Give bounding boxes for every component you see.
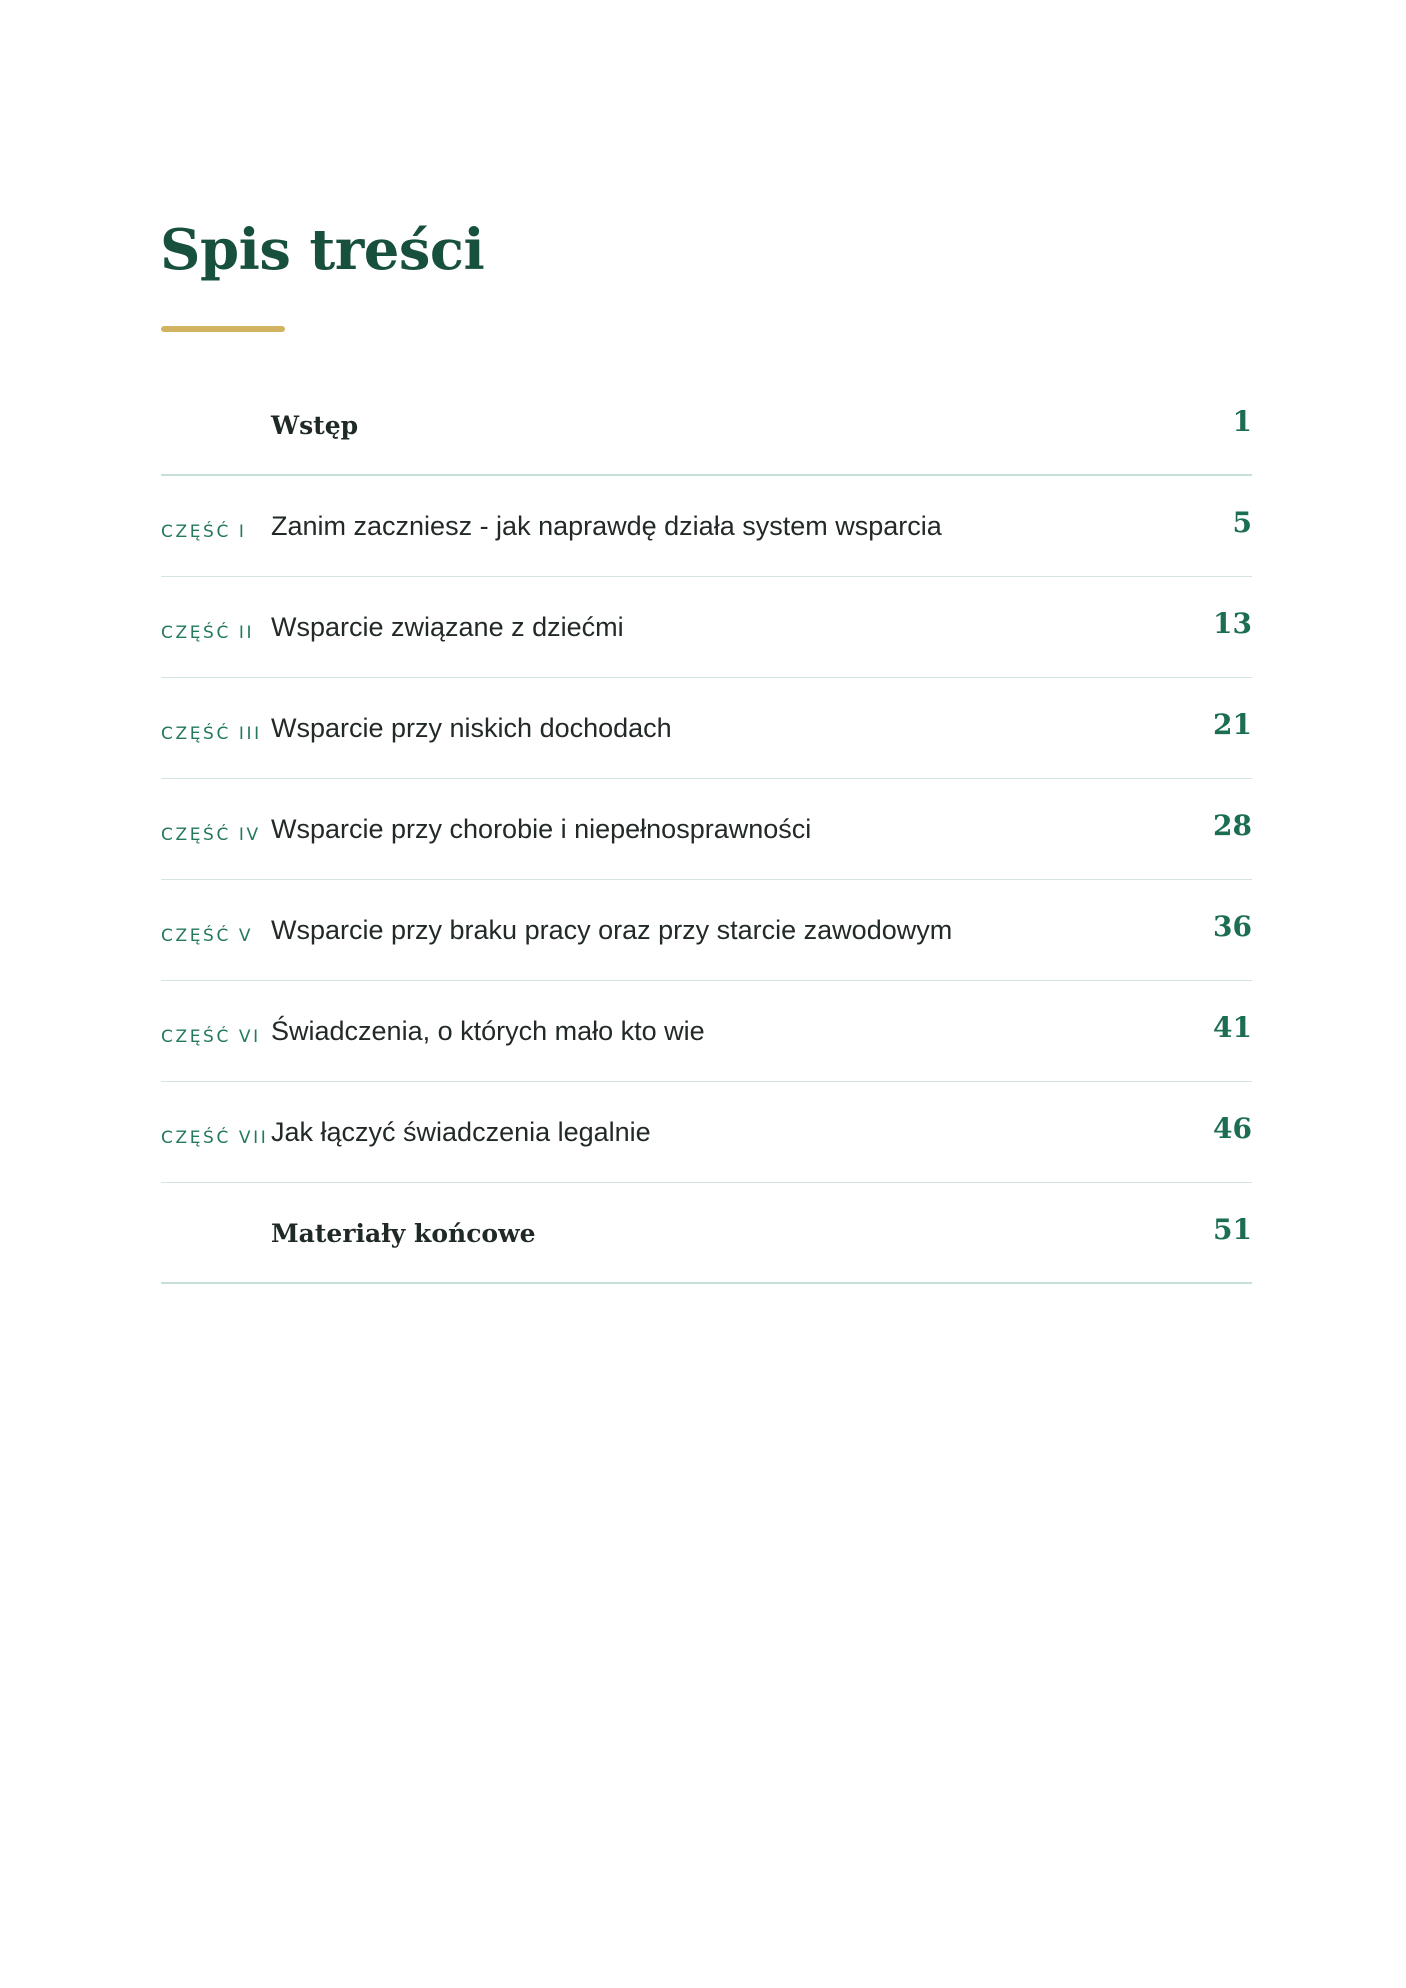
toc-entry-title: Zanim zaczniesz - jak naprawdę działa system wsparcia: [271, 511, 942, 541]
toc-page-number: 46: [1213, 1112, 1252, 1145]
toc-part-label: CZĘŚĆ V: [161, 926, 254, 946]
toc-entry-title: Świadczenia, o których mało kto wie: [271, 1016, 705, 1046]
toc-entry-title: Wsparcie przy niskich dochodach: [271, 713, 672, 743]
page-title: Spis treści: [160, 217, 485, 283]
toc-entry-title: Wsparcie przy chorobie i niepełnosprawności: [271, 814, 812, 844]
toc-page-number: 41: [1213, 1011, 1252, 1044]
toc-page-number: 21: [1213, 708, 1252, 741]
toc-entry-title: Wstęp: [271, 411, 359, 440]
toc-entry-title: Wsparcie przy braku pracy oraz przy starcie zawodowym: [271, 915, 953, 945]
toc-row-part-2[interactable]: [161, 577, 1252, 678]
toc-part-label: CZĘŚĆ III: [161, 724, 262, 744]
toc-page-number: 36: [1213, 910, 1252, 943]
toc-part-label: CZĘŚĆ VII: [161, 1128, 269, 1148]
toc-part-label: CZĘŚĆ I: [161, 522, 247, 542]
toc-page-number: 1: [1232, 405, 1252, 438]
toc-row-part-5[interactable]: [161, 880, 1252, 981]
title-underline: [161, 326, 285, 332]
toc-page-number: 13: [1213, 607, 1252, 640]
toc-page-number: 5: [1232, 506, 1252, 539]
toc-entry-title: Materiały końcowe: [271, 1219, 536, 1248]
toc-row-part-7[interactable]: [161, 1082, 1252, 1183]
toc-part-label: CZĘŚĆ II: [161, 623, 255, 643]
toc-entry-title: Jak łączyć świadczenia legalnie: [271, 1117, 651, 1147]
toc-entry-title: Wsparcie związane z dziećmi: [271, 612, 624, 642]
toc-row-part-6[interactable]: [161, 981, 1252, 1082]
toc-row-final-materials[interactable]: [161, 1183, 1252, 1284]
toc-page-number: 28: [1213, 809, 1252, 842]
toc-row-part-1[interactable]: [161, 476, 1252, 577]
toc-part-label: CZĘŚĆ IV: [161, 825, 261, 845]
toc-row-part-3[interactable]: [161, 678, 1252, 779]
toc-page-number: 51: [1213, 1213, 1252, 1246]
toc-row-intro[interactable]: [161, 375, 1252, 476]
toc-row-part-4[interactable]: [161, 779, 1252, 880]
toc-part-label: CZĘŚĆ VI: [161, 1027, 261, 1047]
table-of-contents: [161, 375, 1252, 1284]
